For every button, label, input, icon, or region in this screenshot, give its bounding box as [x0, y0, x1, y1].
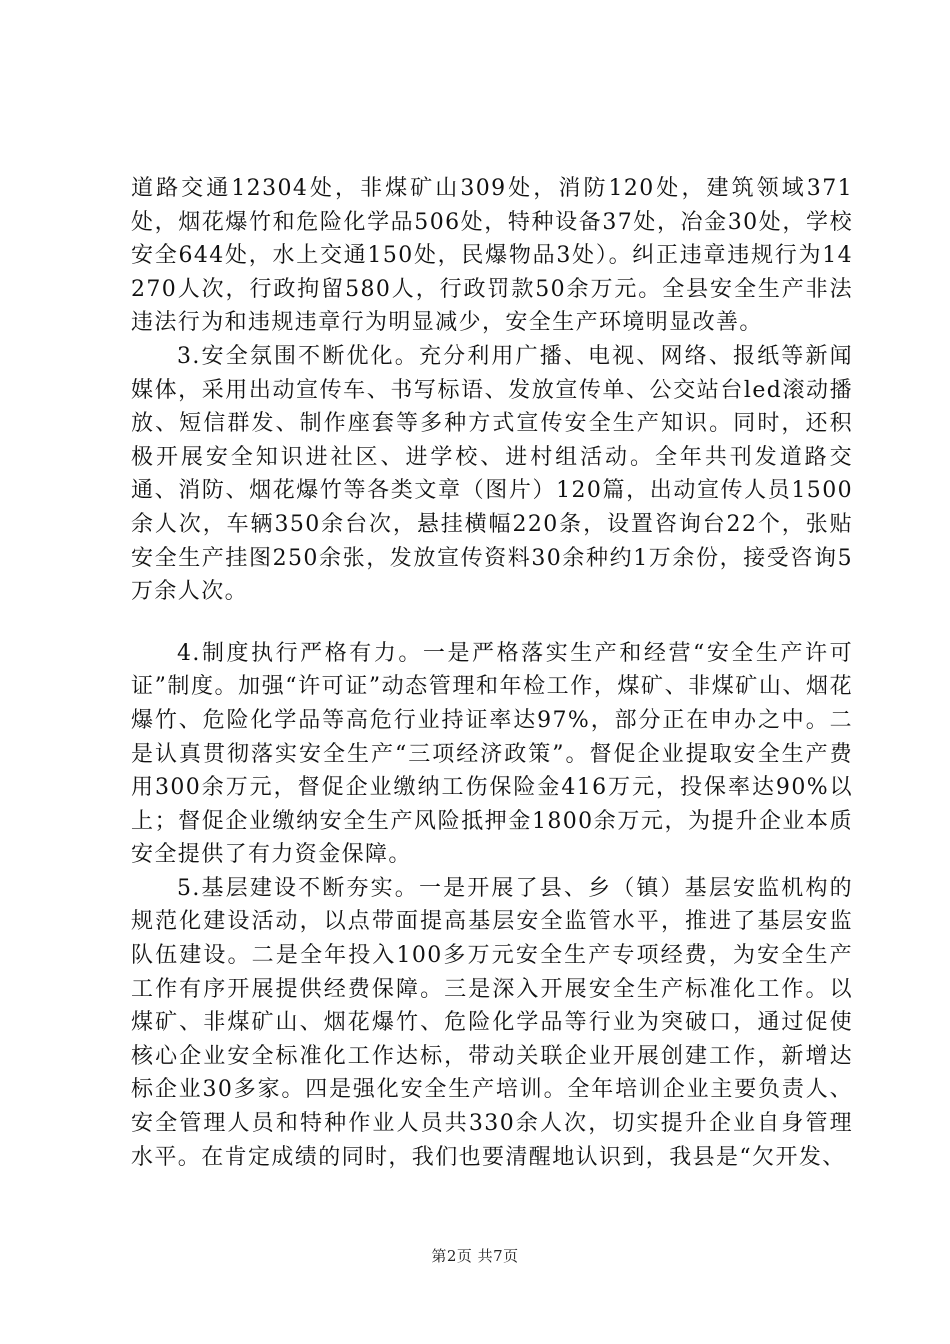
paragraph-system-enforcement: 4.制度执行严格有力。一是严格落实生产和经营“安全生产许可证”制度。加强“许可证”动态管理和年检工作，煤矿、非煤矿山、烟花爆竹、危险化学品等高危行业持证率达97%，部分正在申办之中。二是认真贯彻落实安全生产“三项经济政策”。督促企业提取安全生产费用300余万元，督促企业缴纳工伤保险金416万元，投保率达90%以上；督促企业缴纳安全生产风险抵押金1800余万元，为提升企业本质安全提供了有力资金保障。: [131, 640, 853, 868]
paragraph-safety-atmosphere: 3.安全氛围不断优化。充分利用广播、电视、网络、报纸等新闻媒体，采用出动宣传车、书写标语、发放宣传单、公交站台led滚动播放、短信群发、制作座套等多种方式宣传安全生产知识。同时，还积极开展安全知识进社区、进学校、进村组活动。全年共刊发道路交通、消防、烟花爆竹等各类文章（图片）120篇，出动宣传人员1500余人次，车辆350余台次，悬挂横幅220条，设置咨询台22个，张贴安全生产挂图250余张，发放宣传资料30余种约1万余份，接受咨询5万余人次。: [131, 343, 853, 605]
paragraph-continuation: 道路交通12304处，非煤矿山309处，消防120处，建筑领域371处，烟花爆竹和危险化学品506处，特种设备37处，冶金30处，学校安全644处，水上交通150处，民爆物品3处）。纠正违章违规行为14270人次，行政拘留580人，行政罚款50余万元。全县安全生产非法违法行为和违规违章行为明显减少，安全生产环境明显改善。: [131, 176, 853, 336]
page-footer: 第2页 共7页: [431, 1247, 519, 1265]
document-body: [131, 172, 853, 1174]
paragraph-spacer: [131, 609, 853, 637]
paragraph-grassroots-construction: 5.基层建设不断夯实。一是开展了县、乡（镇）基层安监机构的规范化建设活动，以点带面提高基层安全监管水平，推进了基层安监队伍建设。二是全年投入100多万元安全生产专项经费，为安全生产工作有序开展提供经费保障。三是深入开展安全生产标准化工作。以煤矿、非煤矿山、烟花爆竹、危险化学品等行业为突破口，通过促使核心企业安全标准化工作达标，带动关联企业开展创建工作，新增达标企业30多家。四是强化安全生产培训。全年培训企业主要负责人、安全管理人员和特种作业人员共330余人次，切实提升企业自身管理水平。在肯定成绩的同时，我们也要清醒地认识到，我县是“欠开发、: [131, 875, 853, 1170]
